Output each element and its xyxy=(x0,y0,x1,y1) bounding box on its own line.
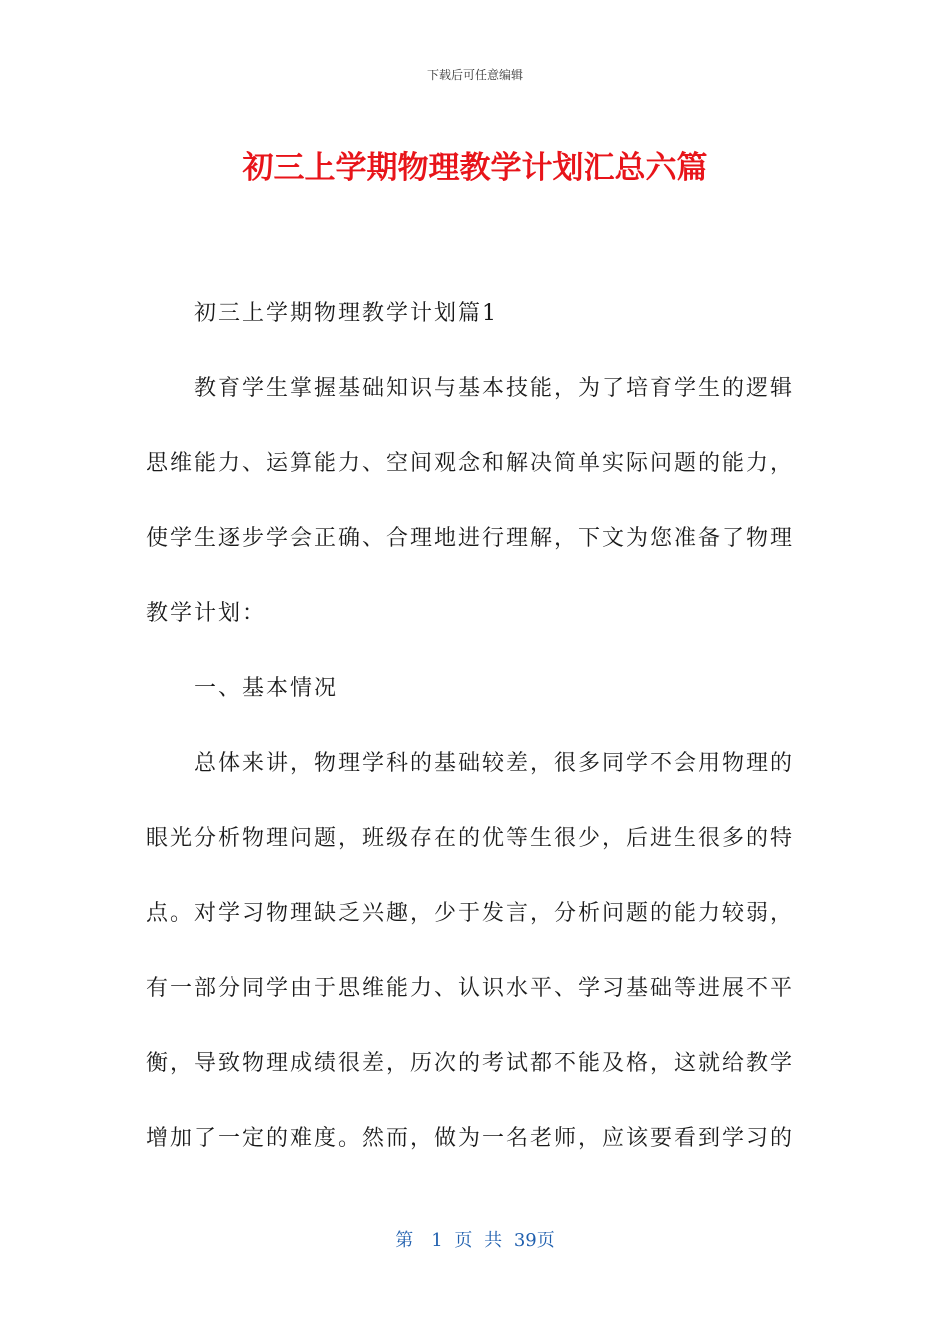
section-heading: 初三上学期物理教学计划篇1 xyxy=(194,301,498,326)
document-body xyxy=(146,276,794,1176)
header-note: 下载后可任意编辑 xyxy=(426,68,523,82)
body-paragraph: 总体来讲，物理学科的基础较差，很多同学不会用物理的眼光分析物理问题，班级存在的优等生很少，后进生很多的特点。对学习物理缺乏兴趣，少于发言，分析问题的能力较弱，有一部分同学由于思维能力、认识水平、学习基础等进展不平衡，导致物理成绩很差，历次的考试都不能及格，这就给教学增加了一定的难度。然而，做为一名老师，应该要看到学习的 xyxy=(146,751,795,1151)
document-title: 初三上学期物理教学计划汇总六篇 xyxy=(242,150,708,186)
page-footer: 第 1 页 共 39页 xyxy=(395,1230,555,1251)
intro-paragraph: 教育学生掌握基础知识与基本技能，为了培育学生的逻辑思维能力、运算能力、空间观念和解决简单实际问题的能力，使学生逐步学会正确、合理地进行理解，下文为您准备了物理教学计划： xyxy=(146,376,795,626)
subsection-heading: 一、基本情况 xyxy=(194,676,339,701)
